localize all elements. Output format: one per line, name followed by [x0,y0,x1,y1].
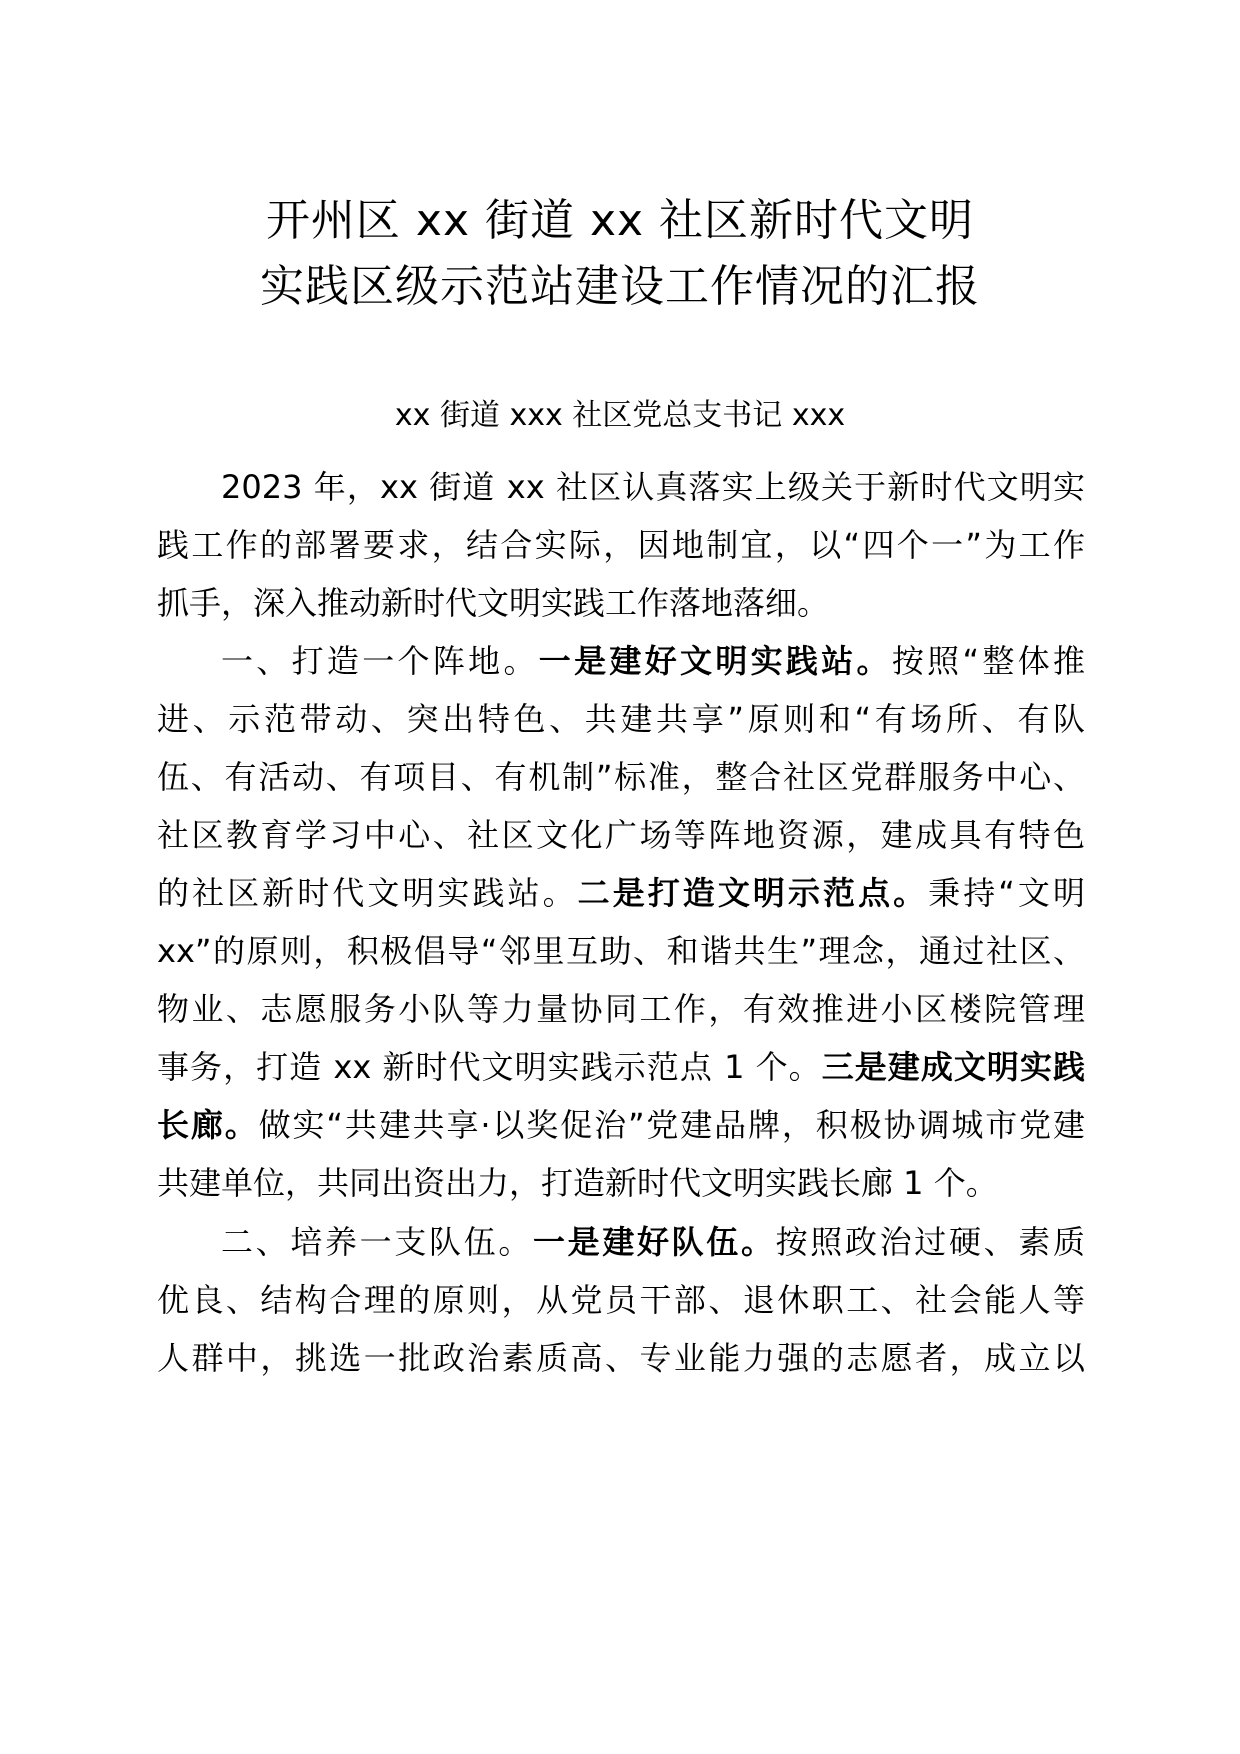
bold-heading-text: 一是建好队伍。 [532,1223,776,1261]
body-text-line [157,987,1085,1031]
bold-heading-text: 一是建好文明实践站。 [538,642,892,680]
bold-heading-text: 三是建成文明实践 [821,1048,1085,1086]
body-text: 按照政治过硬、素质 [775,1223,1085,1261]
body-text-line [157,1336,1085,1380]
body-text: 2023 年，xx 街道 xx 社区认真落实上级关于新时代文明实 [221,468,1085,506]
body-text-line [157,581,1085,625]
body-text-line [157,1220,1085,1264]
document-title-line-1: 开州区 xx 街道 xx 社区新时代文明 [265,195,975,246]
body-text-line [157,1278,1085,1322]
body-text-line [157,1045,1085,1089]
body-text-line [157,639,1085,683]
body-text: 按照“整体推 [891,642,1085,680]
author-line: xx 街道 xxx 社区党总支书记 xxx [394,398,846,433]
body-text: 共建单位，共同出资出力，打造新时代文明实践长廊 1 个。 [157,1164,998,1202]
body-text-line [157,1103,1085,1147]
body-text: 抓手，深入推动新时代文明实践工作落地落细。 [157,584,830,622]
body-text-line [157,1161,1085,1205]
body-text: 进、示范带动、突出特色、共建共享”原则和“有场所、有队 [157,700,1085,738]
body-text-line [157,755,1085,799]
body-text: 伍、有活动、有项目、有机制”标准，整合社区党群服务中心、 [157,758,1085,796]
document-title-line-2: 实践区级示范站建设工作情况的汇报 [260,261,980,312]
body-text-line [157,523,1085,567]
body-text: 社区教育学习中心、社区文化广场等阵地资源，建成具有特色 [157,816,1085,854]
bold-heading-text: 二是打造文明示范点。 [577,874,929,912]
body-text-line [157,697,1085,741]
bold-heading-text: 长廊。 [157,1106,259,1144]
body-text: 物业、志愿服务小队等力量协同工作，有效推进小区楼院管理 [157,990,1085,1028]
body-text: 人群中，挑选一批政治素质高、专业能力强的志愿者，成立以 [157,1339,1085,1377]
body-text: 二、培养一支队伍。 [221,1223,533,1261]
body-text: 的社区新时代文明实践站。 [157,874,578,912]
body-text: 一、打造一个阵地。 [221,642,539,680]
body-text: 优良、结构合理的原则，从党员干部、退休职工、社会能人等 [157,1281,1085,1319]
body-text-line [157,929,1085,973]
body-text-line [157,813,1085,857]
body-text-line [157,465,1085,509]
body-text: 做实“共建共享·以奖促治”党建品牌，积极协调城市党建 [258,1106,1085,1144]
body-text-line [157,871,1085,915]
body-text: 践工作的部署要求，结合实际，因地制宜，以“四个一”为工作 [157,526,1085,564]
body-text: xx”的原则，积极倡导“邻里互助、和谐共生”理念，通过社区、 [157,932,1085,970]
body-text: 秉持“文明 [928,874,1085,912]
body-text: 事务，打造 xx 新时代文明实践示范点 1 个。 [157,1048,822,1086]
